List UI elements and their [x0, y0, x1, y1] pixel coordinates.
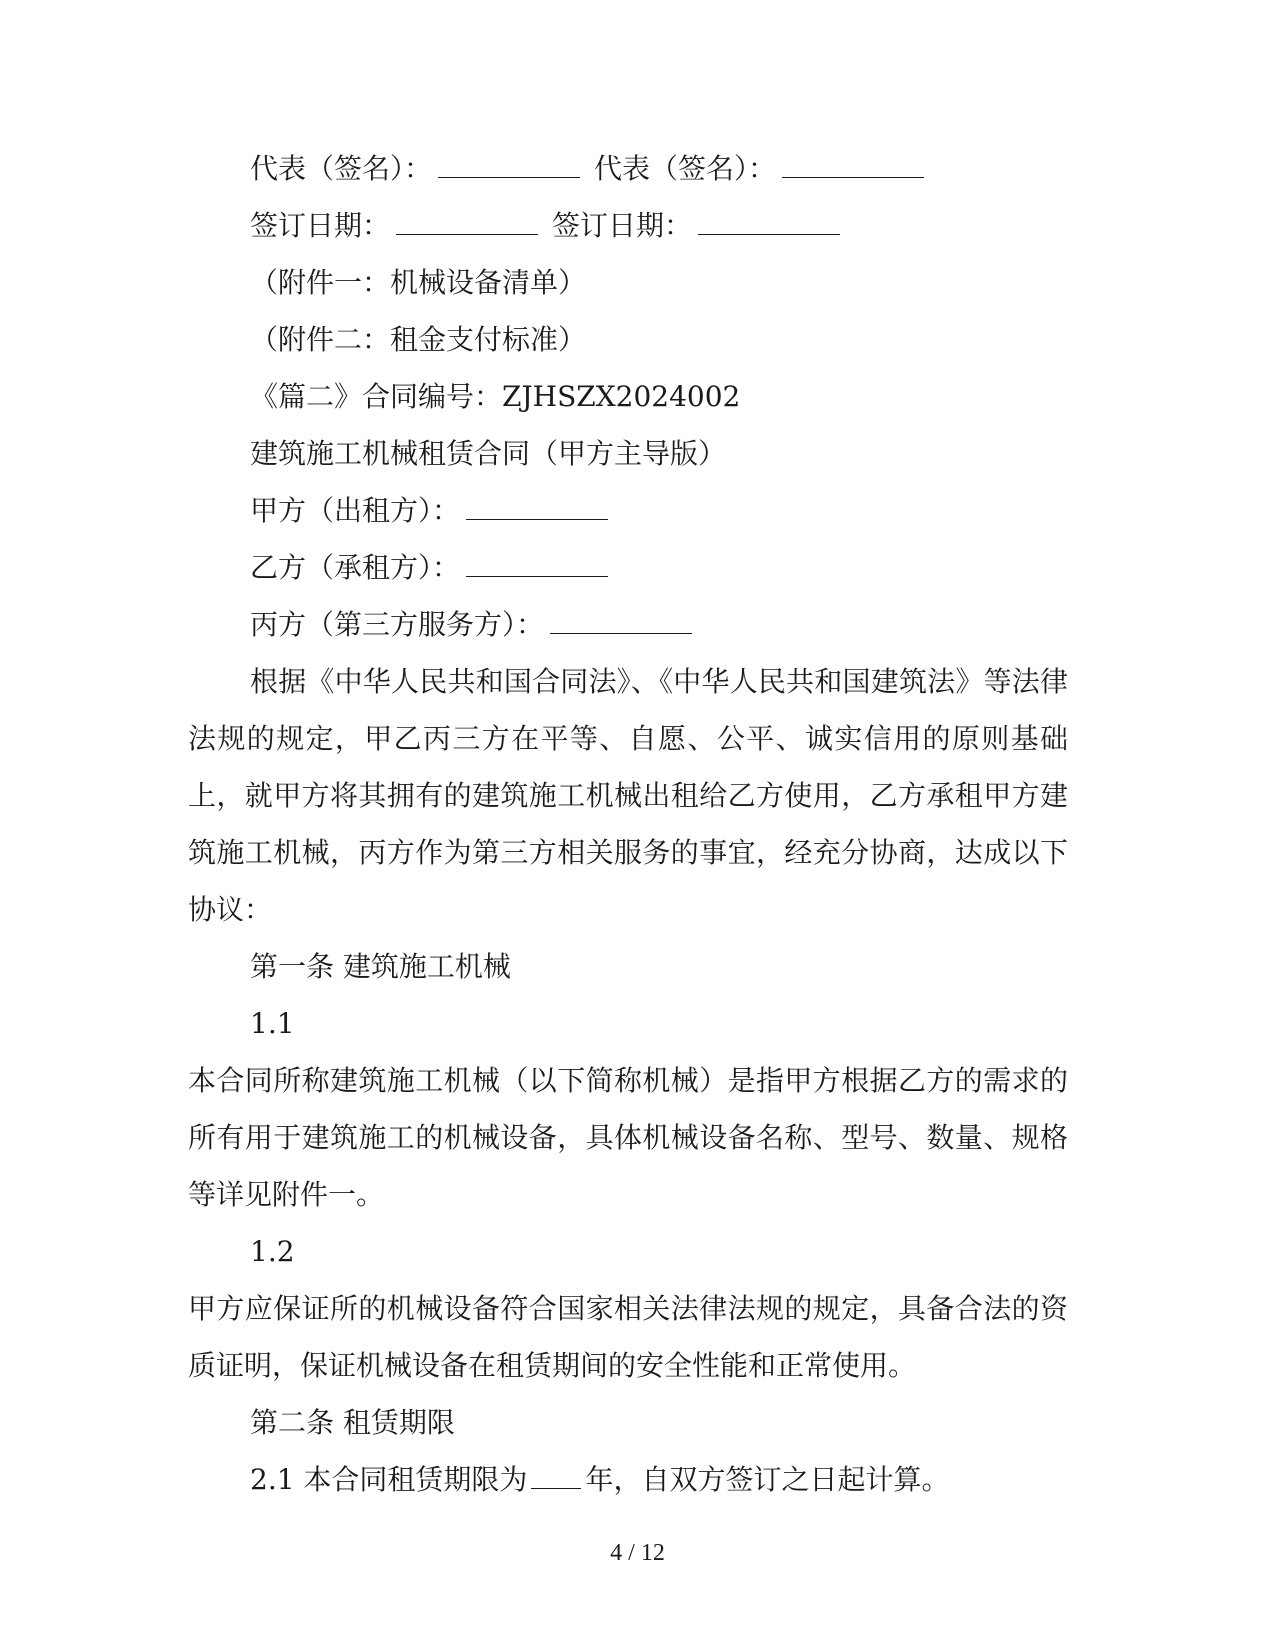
sign-date-label-b: 签订日期：	[552, 209, 693, 242]
party-c-blank	[550, 597, 692, 634]
clause-1-1-number: 1.1	[250, 1007, 295, 1040]
attachment-1: （附件一：机械设备清单）	[250, 266, 587, 299]
party-b-row	[188, 539, 1068, 596]
clause-1-1-text: 本合同所称建筑施工机械（以下简称机械）是指甲方根据乙方的需求的所有用于建筑施工的机械设备，具体机械设备名称、型号、数量、规格等详见附件一。	[188, 1064, 1068, 1211]
party-a-label: 甲方（出租方）：	[250, 494, 461, 527]
signature-row	[188, 140, 1068, 197]
party-b-label: 乙方（承租方）：	[250, 551, 461, 584]
party-a-row	[188, 482, 1068, 539]
document-body	[188, 140, 1068, 1508]
clause-1-2-number: 1.2	[250, 1235, 295, 1268]
sign-date-blank-a	[396, 198, 538, 235]
clause-1-2-text: 甲方应保证所的机械设备符合国家相关法律法规的规定，具备合法的资质证明，保证机械设备在租赁期间的安全性能和正常使用。	[188, 1292, 1068, 1382]
attachment-2: （附件二：租金支付标准）	[250, 323, 587, 356]
contract-number: 《篇二》合同编号：ZJHSZX2024002	[250, 380, 741, 413]
party-b-blank	[466, 540, 608, 577]
rep-signature-blank-a	[438, 141, 580, 178]
sign-date-blank-b	[698, 198, 840, 235]
party-a-blank	[466, 483, 608, 520]
article-1-heading: 第一条 建筑施工机械	[250, 950, 511, 983]
party-c-row	[188, 596, 1068, 653]
preamble-paragraph: 根据《中华人民共和国合同法》、《中华人民共和国建筑法》等法律法规的规定，甲乙丙三方在平等、自愿、公平、诚实信用的原则基础上，就甲方将其拥有的建筑施工机械出租给乙方使用，乙方承租甲方建筑施工机械，丙方作为第三方相关服务的事宜，经充分协商，达成以下协议：	[188, 665, 1068, 926]
rep-signature-blank-b	[782, 141, 924, 178]
sign-date-row	[188, 197, 1068, 254]
lease-years-blank	[531, 1452, 581, 1489]
party-c-label: 丙方（第三方服务方）：	[250, 608, 545, 641]
clause-2-1-prefix: 2.1 本合同租赁期限为	[250, 1463, 528, 1496]
sign-date-label-a: 签订日期：	[250, 209, 391, 242]
clause-2-1-row	[188, 1451, 1068, 1508]
contract-title: 建筑施工机械租赁合同（甲方主导版）	[250, 437, 727, 470]
rep-signature-label-a: 代表（签名）：	[250, 152, 433, 185]
clause-2-1-suffix: 年，自双方签订之日起计算。	[585, 1463, 950, 1496]
rep-signature-label-b: 代表（签名）：	[594, 152, 777, 185]
page-number: 4 / 12	[610, 1540, 665, 1566]
article-2-heading: 第二条 租赁期限	[250, 1406, 455, 1439]
